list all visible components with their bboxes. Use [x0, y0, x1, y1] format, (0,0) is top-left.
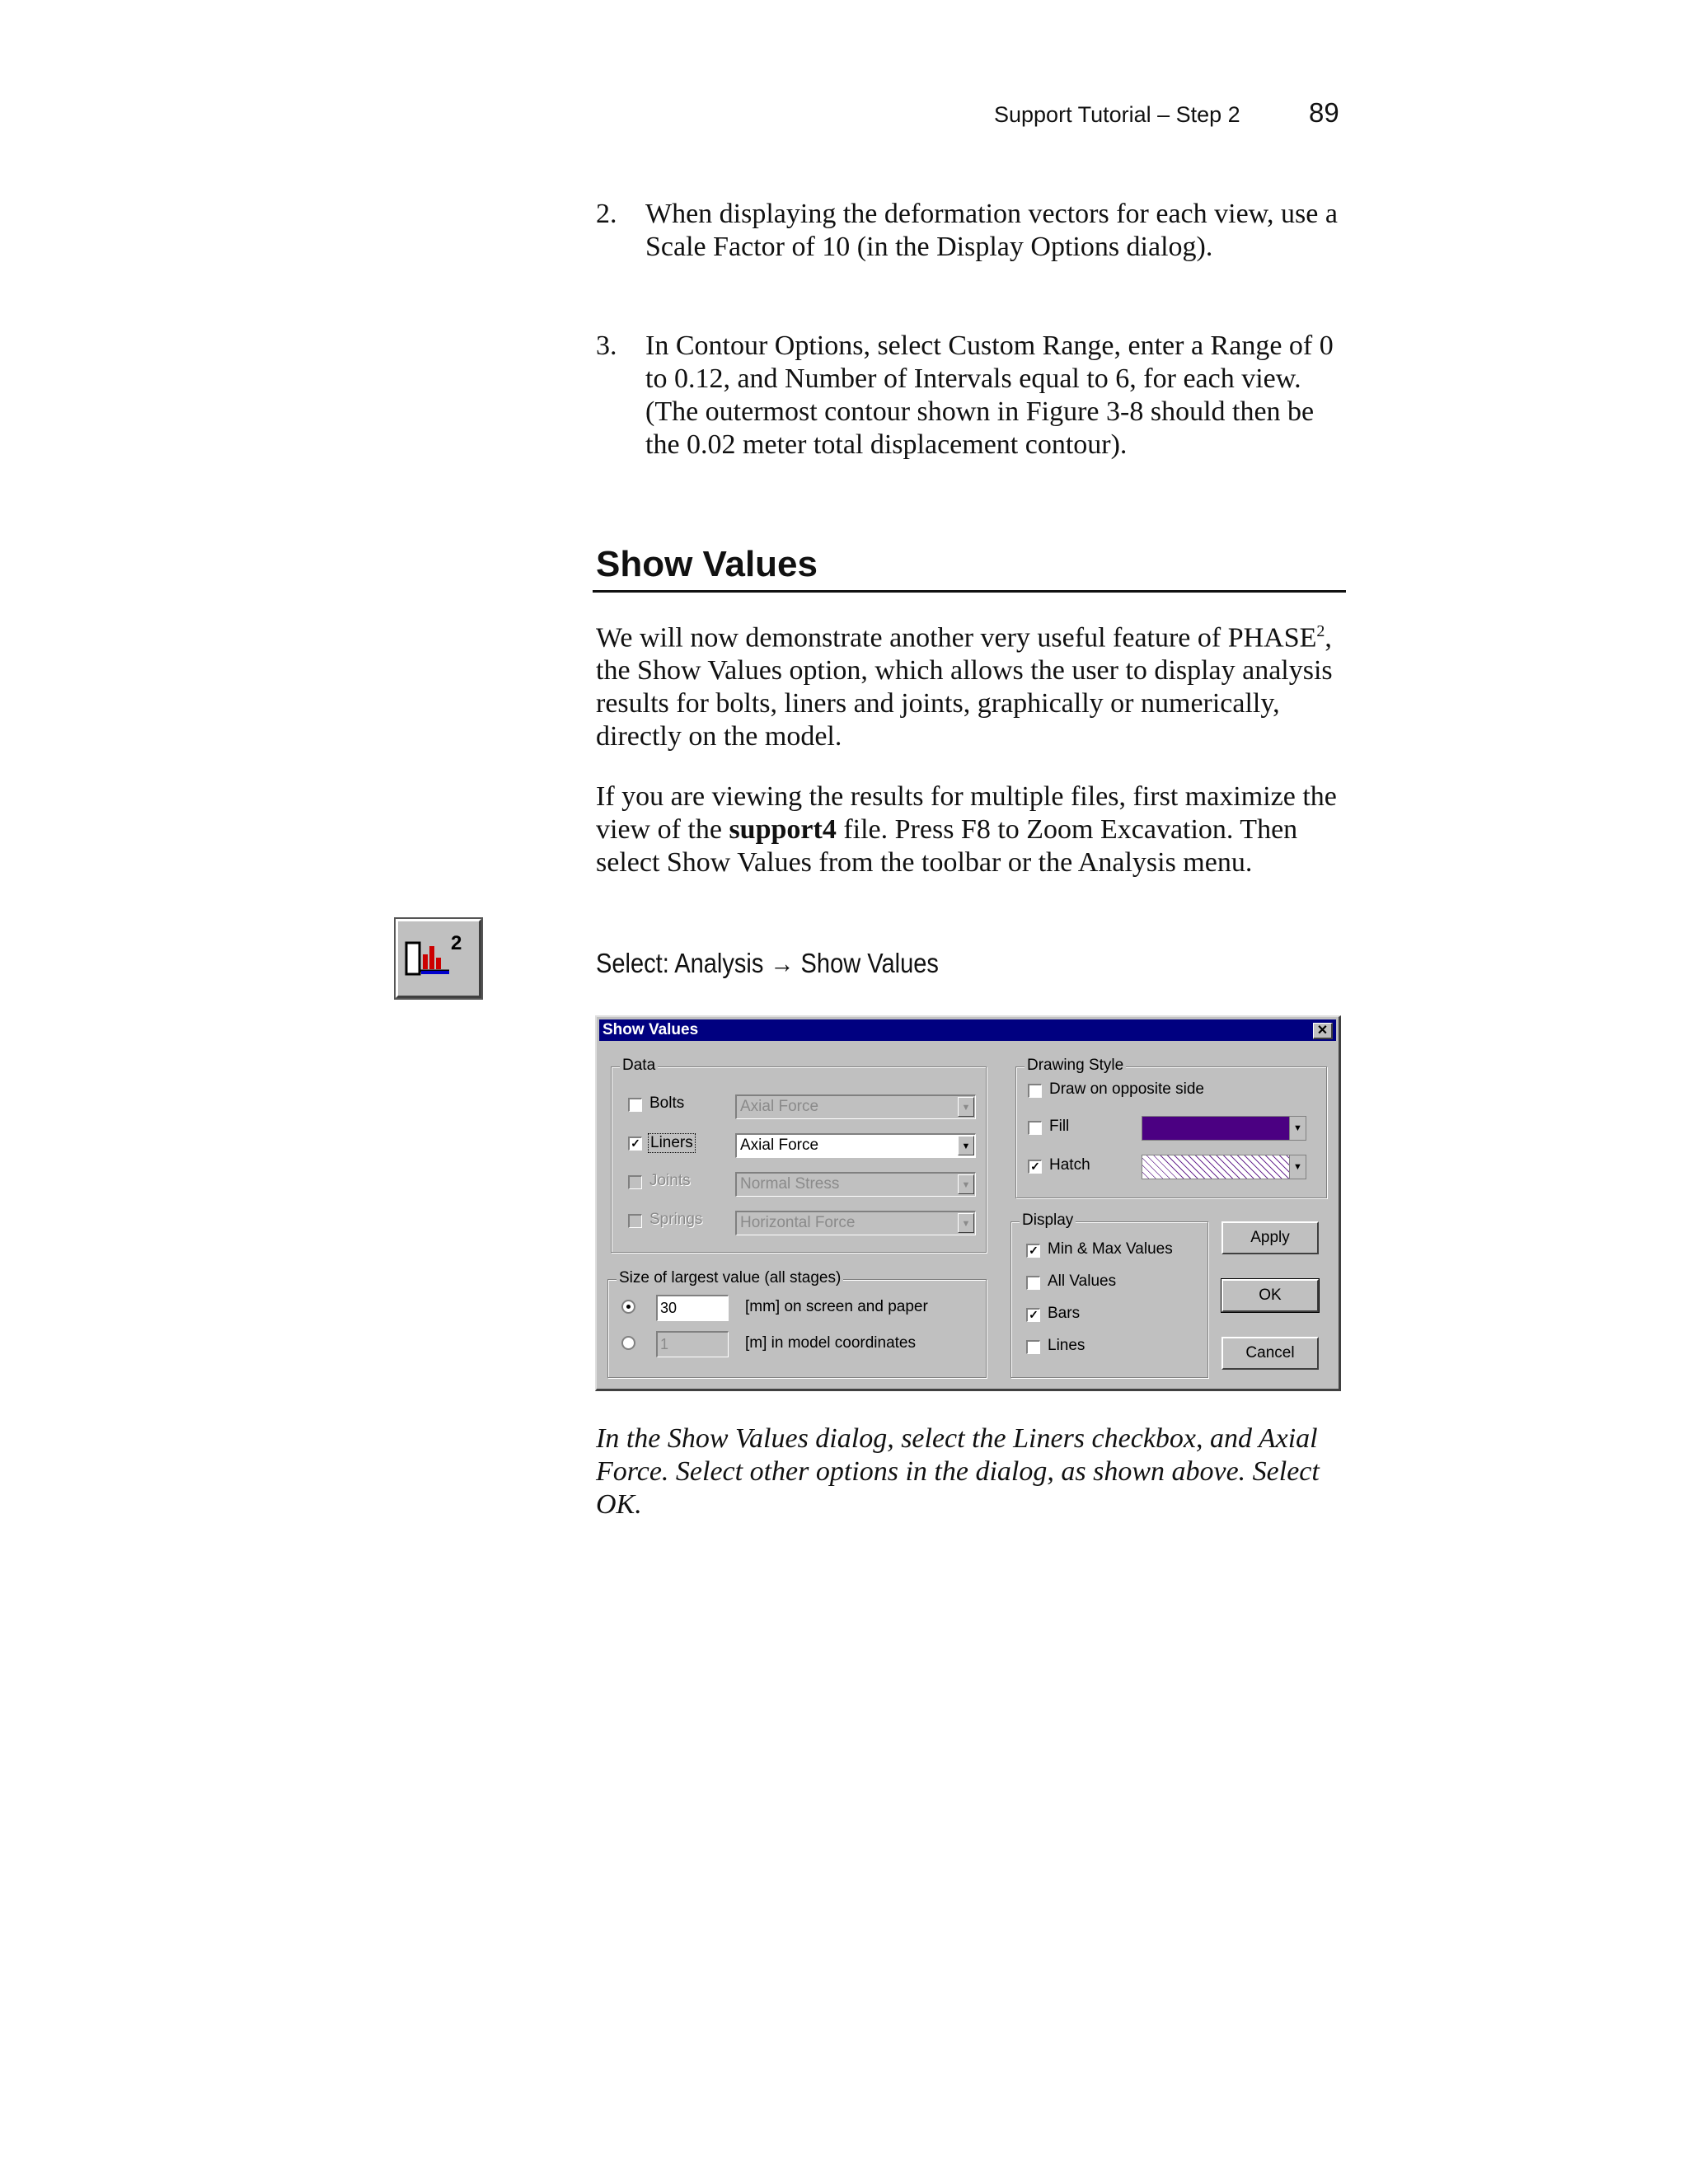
paragraph-text: , the Show Values option, which allows the user to display analysis results for bolts, liners and joints, graphically or numerically, directly on the model. — [596, 622, 1333, 752]
fill-color-select[interactable] — [1142, 1116, 1306, 1141]
superscript: 2 — [1316, 622, 1325, 640]
section-heading: Show Values — [596, 544, 818, 584]
group-label: Data — [620, 1057, 658, 1075]
step-item — [596, 330, 1346, 462]
dialog-titlebar — [599, 1019, 1336, 1041]
heading-rule — [593, 590, 1346, 593]
chevron-down-icon: ▼ — [958, 1136, 974, 1155]
hatch-checkbox[interactable]: ✓ — [1028, 1160, 1042, 1174]
liners-quantity-select[interactable] — [735, 1133, 976, 1158]
bars-label: Bars — [1048, 1305, 1081, 1322]
joints-label: Joints — [649, 1172, 691, 1189]
file-name: support4 — [729, 814, 837, 845]
size-group — [607, 1269, 987, 1378]
step-number: 2. — [596, 199, 617, 229]
paragraph-text: file. Press F8 to Zoom Excavation. Then select Show Values from the toolbar or the Analysis menu. — [596, 814, 1298, 878]
screen-size-radio[interactable] — [621, 1300, 635, 1314]
page-number: 89 — [1309, 97, 1339, 128]
step-item — [596, 198, 1346, 264]
model-size-radio[interactable] — [621, 1336, 635, 1350]
chevron-down-icon: ▼ — [958, 1213, 974, 1233]
show-values-dialog — [595, 1015, 1341, 1391]
joints-checkbox[interactable] — [628, 1175, 642, 1189]
icon-superscript: 2 — [451, 932, 462, 954]
fill-checkbox[interactable] — [1028, 1121, 1042, 1135]
select-value: Horizontal Force — [740, 1214, 856, 1231]
bolts-label: Bolts — [649, 1094, 685, 1112]
running-header: Support Tutorial – Step 2 — [994, 102, 1240, 127]
select-value: Axial Force — [740, 1098, 819, 1115]
bolts-checkbox[interactable] — [628, 1098, 642, 1112]
draw-opposite-checkbox[interactable] — [1028, 1084, 1042, 1098]
ok-button[interactable]: OK — [1221, 1279, 1319, 1312]
paragraph-text: If you are viewing the results for multiple files, first maximize the view of the — [596, 781, 1337, 845]
hatch-pattern-select[interactable] — [1142, 1155, 1306, 1179]
model-size-label: [m] in model coordinates — [745, 1334, 916, 1352]
select-value: Axial Force — [740, 1137, 819, 1154]
show-values-icon-graphic — [398, 921, 479, 996]
bars-checkbox[interactable]: ✓ — [1026, 1308, 1040, 1322]
screen-size-input[interactable]: 30 — [656, 1295, 729, 1321]
all-values-checkbox[interactable] — [1026, 1276, 1040, 1290]
model-size-input[interactable]: 1 — [656, 1331, 729, 1357]
all-values-label: All Values — [1048, 1272, 1117, 1290]
apply-button[interactable]: Apply — [1221, 1221, 1319, 1254]
cancel-button[interactable]: Cancel — [1221, 1337, 1319, 1370]
bolts-quantity-select[interactable] — [735, 1094, 976, 1119]
step-number: 3. — [596, 330, 617, 361]
screen-size-label: [mm] on screen and paper — [745, 1298, 928, 1315]
chevron-down-icon: ▼ — [1289, 1155, 1306, 1179]
min-max-checkbox[interactable]: ✓ — [1026, 1244, 1040, 1258]
data-group — [611, 1057, 987, 1253]
show-values-icon[interactable] — [396, 919, 481, 998]
lines-label: Lines — [1048, 1337, 1085, 1354]
intro-paragraph — [596, 615, 1346, 753]
fill-label: Fill — [1049, 1118, 1070, 1135]
group-label: Size of largest value (all stages) — [617, 1269, 843, 1287]
close-icon[interactable]: ✕ — [1313, 1023, 1333, 1039]
joints-quantity-select[interactable] — [735, 1172, 976, 1197]
step-text: When displaying the deformation vectors for each view, use a Scale Factor of 10 (in the Display Options dialog). — [645, 199, 1338, 262]
springs-label: Springs — [649, 1211, 703, 1228]
paragraph-text: We will now demonstrate another very useful feature of PHASE — [596, 622, 1317, 654]
liners-label: Liners — [648, 1133, 696, 1153]
hatch-label: Hatch — [1049, 1156, 1090, 1174]
draw-opposite-label: Draw on opposite side — [1049, 1080, 1204, 1098]
menu-path: Select: Analysis → Show Values — [596, 948, 939, 978]
instruction-paragraph — [596, 780, 1346, 879]
group-label: Display — [1020, 1212, 1076, 1230]
liners-checkbox[interactable]: ✓ — [628, 1137, 642, 1151]
lines-checkbox[interactable] — [1026, 1340, 1040, 1354]
figure-caption: In the Show Values dialog, select the Liners checkbox, and Axial Force. Select other options in the dialog, as shown above. Select OK. — [596, 1423, 1320, 1520]
springs-quantity-select[interactable] — [735, 1211, 976, 1235]
drawing-style-group — [1015, 1057, 1327, 1198]
display-group — [1010, 1212, 1208, 1378]
dialog-title: Show Values — [603, 1021, 699, 1038]
step-text: In Contour Options, select Custom Range, enter a Range of 0 to 0.12, and Number of Intervals equal to 6, for each view. (The outermost contour shown in Figure 3-8 should then be the 0.02 meter total displacement contour). — [645, 330, 1334, 460]
chevron-down-icon: ▼ — [958, 1097, 974, 1117]
min-max-label: Min & Max Values — [1048, 1240, 1173, 1258]
springs-checkbox[interactable] — [628, 1214, 642, 1228]
group-label: Drawing Style — [1025, 1057, 1126, 1075]
select-value: Normal Stress — [740, 1175, 840, 1193]
chevron-down-icon: ▼ — [1289, 1117, 1306, 1140]
chevron-down-icon: ▼ — [958, 1174, 974, 1194]
